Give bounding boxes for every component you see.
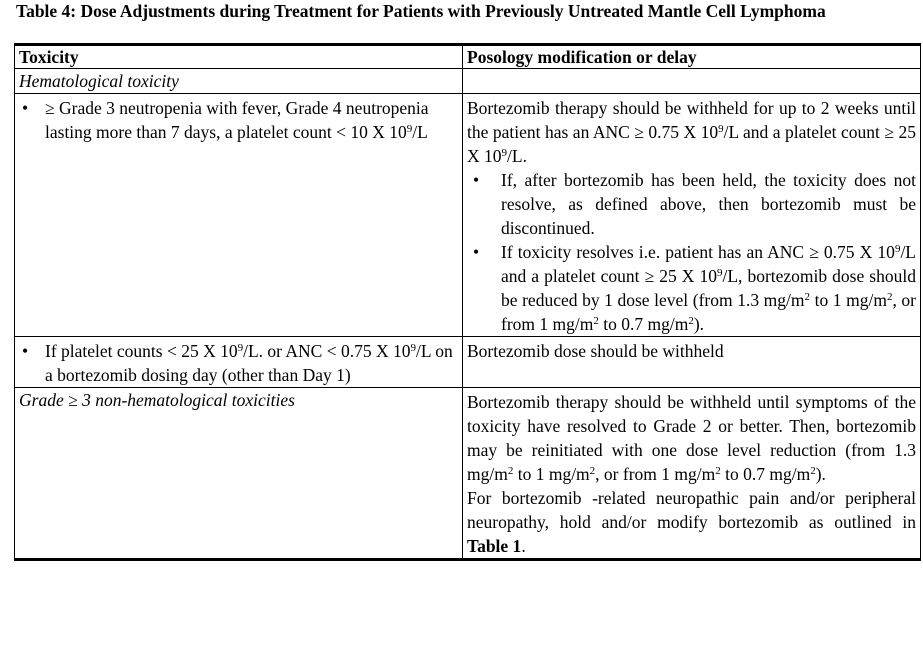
action-paragraph: Bortezomib therapy should be withheld for up to 2 weeks until the patient has an ANC ≥ 0.75 X $10^9/L$ and a platelet count ≥ 25 X $10^9/L$. — [467, 98, 916, 166]
action-cell: Bortezomib dose should be withheld — [463, 337, 921, 388]
toxicity-text: ≥ Grade 3 neutropenia with fever, Grade 4 neutropenia lasting more than 7 days, a platelet count < 10 X $10^9/L$ — [45, 98, 429, 142]
action-cell — [463, 94, 921, 337]
header-toxicity: Toxicity — [15, 45, 463, 69]
list-item: • If toxicity resolves i.e. patient has an ANC ≥ 0.75 X $10^9/L$ and a platelet count ≥ 25 X $10^9/L$, bortezomib dose should be reduced by 1 dose level (from 1.3 $mg/m^2$ to 1 $mg/m^2$, or from 1 $mg/m^2$ to 0.7 $mg/m^2$). — [473, 242, 917, 334]
bullet-icon: • — [22, 341, 29, 361]
table-header-row — [15, 45, 921, 69]
bullet-icon: • — [473, 242, 480, 262]
section-empty-cell — [463, 69, 921, 94]
action-bullet-list — [467, 168, 916, 336]
toxicity-cell — [15, 94, 463, 337]
section-row-hematological — [15, 69, 921, 94]
table-row — [15, 337, 921, 388]
action-paragraph: Bortezomib therapy should be withheld until symptoms of the toxicity have resolved to Grade 2 or better. Then, bortezomib may be reinitiated with one dose level reduction (from 1.3 $mg/m^2$ to 1 $mg/m^2$, or from 1 $mg/m^2$ to 0.7 $mg/m^2$). — [467, 392, 916, 484]
list-item: • If, after bortezomib has been held, the toxicity does not resolve, as defined above, then bortezomib must be discontinued. — [473, 170, 916, 238]
bullet-icon: • — [22, 98, 29, 118]
action-cell — [463, 388, 921, 560]
list-item — [19, 96, 458, 144]
toxicity-cell — [15, 337, 463, 388]
section-label-non-hematological: Grade ≥ 3 non-hematological toxicities — [15, 388, 463, 560]
table-row — [15, 388, 921, 560]
table-row — [15, 94, 921, 337]
bullet-icon: • — [473, 170, 480, 190]
action-paragraph: For bortezomib -related neuropathic pain and/or peripheral neuropathy, hold and/or modify bortezomib as outlined in Table 1. — [467, 488, 916, 556]
section-label-hematological: Hematological toxicity — [15, 69, 463, 94]
table-1-reference: Table 1 — [467, 536, 522, 556]
toxicity-text: If platelet counts < 25 X $10^9/L$. or ANC < 0.75 X $10^9/L$ on a bortezomib dosing day (other than Day 1) — [45, 341, 453, 385]
table-caption: Table 4: Dose Adjustments during Treatment for Patients with Previously Untreated Mantle Cell Lymphoma — [16, 1, 826, 21]
header-posology: Posology modification or delay — [463, 45, 921, 69]
list-item — [19, 339, 458, 387]
dose-adjustment-table — [14, 43, 921, 561]
